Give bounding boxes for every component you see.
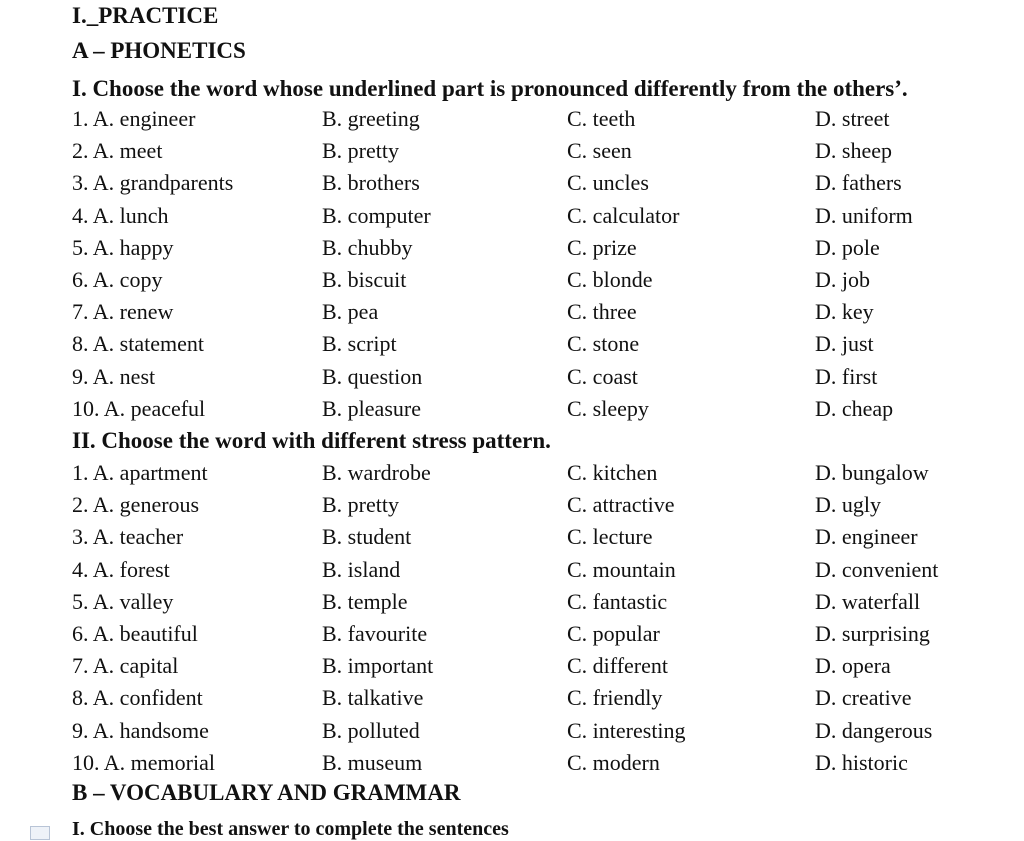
option-b: B. pretty xyxy=(322,138,399,164)
option-c: C. seen xyxy=(567,138,632,164)
option-b: B. pleasure xyxy=(322,395,421,421)
part1-instruction: I. Choose the word whose underlined part is pronounced differently from the others’. xyxy=(72,76,908,101)
option-d: D. dangerous xyxy=(815,717,933,743)
option-d: D. cheap xyxy=(815,395,894,421)
question-row xyxy=(72,138,1012,170)
question-row xyxy=(72,267,1012,299)
option-d: D. historic xyxy=(815,749,908,775)
option-c: C. modern xyxy=(567,749,660,775)
option-d: D. engineer xyxy=(815,524,918,550)
option-c: C. different xyxy=(567,653,669,679)
option-d: D. opera xyxy=(815,653,891,679)
question-row xyxy=(72,718,1012,750)
question-row xyxy=(72,460,1012,492)
option-a: 5. A. valley xyxy=(72,588,174,614)
option-c: C. prize xyxy=(567,234,637,260)
option-a: 1. A. apartment xyxy=(72,460,208,485)
option-d: D. street xyxy=(815,106,890,131)
option-d: D. key xyxy=(815,299,874,325)
option-c: C. coast xyxy=(567,363,638,389)
option-b: B. temple xyxy=(322,588,408,614)
option-b: B. important xyxy=(322,653,434,679)
option-a: 6. A. beautiful xyxy=(72,621,198,646)
option-a: 5. A. happy xyxy=(72,234,174,260)
question-row xyxy=(72,203,1012,235)
option-b: B. wardrobe xyxy=(322,460,431,485)
question-row xyxy=(72,235,1012,267)
option-d: D. convenient xyxy=(815,556,939,582)
option-c: C. fantastic xyxy=(567,588,668,614)
question-row xyxy=(72,524,1012,556)
option-d: D. just xyxy=(815,331,874,357)
option-a: 9. A. handsome xyxy=(72,717,209,743)
phonetics-heading: A – PHONETICS xyxy=(72,38,246,63)
option-c: C. friendly xyxy=(567,685,663,711)
option-a: 3. A. grandparents xyxy=(72,170,234,196)
option-c: C. kitchen xyxy=(567,460,658,485)
option-b: B. museum xyxy=(322,749,423,775)
option-a: 10. A. memorial xyxy=(72,749,215,775)
question-row xyxy=(72,750,1012,782)
question-row xyxy=(72,106,1012,138)
option-a: 4. A. forest xyxy=(72,556,170,582)
question-row xyxy=(72,557,1012,589)
option-b: B. biscuit xyxy=(322,267,407,292)
option-c: C. interesting xyxy=(567,717,686,743)
option-d: D. first xyxy=(815,363,878,389)
option-c: C. lecture xyxy=(567,524,653,550)
option-d: D. bungalow xyxy=(815,460,929,485)
option-d: D. surprising xyxy=(815,621,930,646)
option-c: C. blonde xyxy=(567,267,653,292)
option-b: B. chubby xyxy=(322,234,413,260)
option-b: B. favourite xyxy=(322,621,428,646)
question-row xyxy=(72,299,1012,331)
option-b: B. island xyxy=(322,556,401,582)
option-a: 2. A. meet xyxy=(72,138,163,164)
option-a: 4. A. lunch xyxy=(72,202,169,228)
question-row xyxy=(72,331,1012,363)
option-d: D. pole xyxy=(815,234,880,260)
option-b: B. pea xyxy=(322,299,379,325)
question-row xyxy=(72,621,1012,653)
option-a: 7. A. capital xyxy=(72,653,179,679)
option-c: C. uncles xyxy=(567,170,649,196)
option-c: C. teeth xyxy=(567,106,636,131)
option-a: 10. A. peaceful xyxy=(72,395,206,421)
option-b: B. brothers xyxy=(322,170,420,196)
question-row xyxy=(72,685,1012,717)
option-b: B. greeting xyxy=(322,106,420,131)
option-d: D. waterfall xyxy=(815,588,921,614)
document-marker-icon xyxy=(30,826,50,840)
option-a: 3. A. teacher xyxy=(72,524,184,550)
question-row xyxy=(72,492,1012,524)
option-c: C. calculator xyxy=(567,202,680,228)
option-a: 9. A. nest xyxy=(72,363,156,389)
option-d: D. fathers xyxy=(815,170,902,196)
practice-heading: I._PRACTICE xyxy=(72,3,219,28)
option-a: 6. A. copy xyxy=(72,267,163,292)
option-a: 2. A. generous xyxy=(72,492,200,518)
option-b: B. pretty xyxy=(322,492,399,518)
option-c: C. sleepy xyxy=(567,395,649,421)
option-b: B. computer xyxy=(322,202,431,228)
question-row xyxy=(72,589,1012,621)
option-c: C. attractive xyxy=(567,492,675,518)
option-c: C. stone xyxy=(567,331,640,357)
option-d: D. ugly xyxy=(815,492,881,518)
option-d: D. creative xyxy=(815,685,912,711)
option-d: D. sheep xyxy=(815,138,892,164)
option-b: B. script xyxy=(322,331,397,357)
option-d: D. uniform xyxy=(815,202,913,228)
vocab-grammar-heading: B – VOCABULARY AND GRAMMAR xyxy=(72,780,461,805)
option-a: 7. A. renew xyxy=(72,299,174,325)
question-row xyxy=(72,170,1012,202)
option-c: C. three xyxy=(567,299,637,325)
part3-instruction: I. Choose the best answer to complete the sentences xyxy=(72,818,509,840)
option-b: B. talkative xyxy=(322,685,424,711)
option-b: B. student xyxy=(322,524,412,550)
option-a: 1. A. engineer xyxy=(72,106,196,131)
option-d: D. job xyxy=(815,267,870,292)
question-row xyxy=(72,396,1012,428)
question-row xyxy=(72,364,1012,396)
question-row xyxy=(72,653,1012,685)
option-c: C. mountain xyxy=(567,556,676,582)
option-a: 8. A. confident xyxy=(72,685,203,711)
option-b: B. question xyxy=(322,363,423,389)
option-c: C. popular xyxy=(567,621,660,646)
part2-instruction: II. Choose the word with different stress pattern. xyxy=(72,428,551,453)
option-a: 8. A. statement xyxy=(72,331,204,357)
option-b: B. polluted xyxy=(322,717,420,743)
